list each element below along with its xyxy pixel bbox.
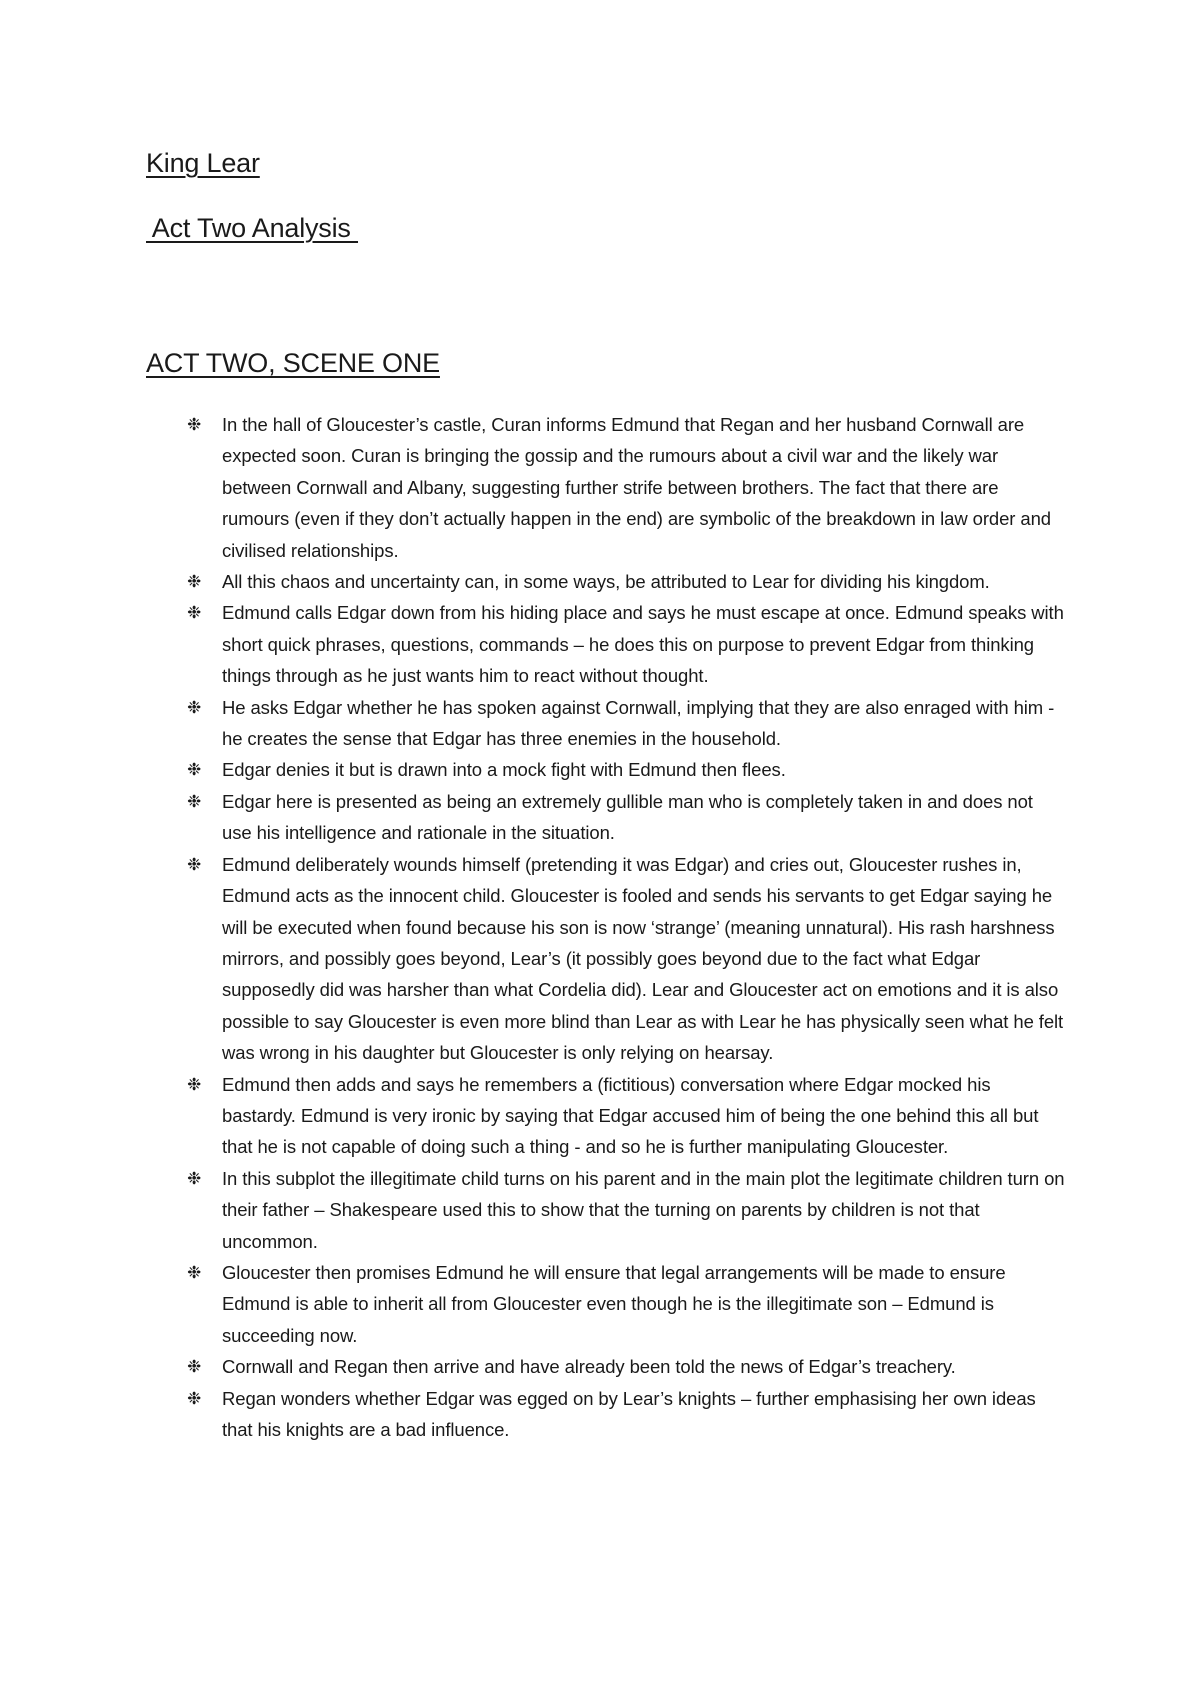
- document-subtitle: Act Two Analysis: [146, 213, 359, 243]
- asterisk-bullet-icon: ❉: [187, 1262, 202, 1282]
- list-item: [146, 754, 1066, 785]
- list-item: [146, 1163, 1066, 1257]
- list-item: [146, 1069, 1066, 1163]
- asterisk-bullet-icon: ❉: [187, 1168, 202, 1188]
- asterisk-bullet-icon: ❉: [187, 572, 202, 592]
- bullet-list: [146, 409, 1066, 1445]
- list-item-text: Edmund then adds and says he remembers a (fictitious) conversation where Edgar mocked his bastardy. Edmund is very ironic by saying that Edgar accused him of being the one behind this all but that he is not capable of doing such a thing - and so he is further manipulating Gloucester.: [222, 1073, 1039, 1158]
- list-item: [146, 1383, 1066, 1446]
- document-title: King Lear: [146, 148, 260, 178]
- asterisk-bullet-icon: ❉: [187, 1388, 202, 1408]
- list-item-text: Regan wonders whether Edgar was egged on by Lear’s knights – further emphasising her own ideas that his knights are a bad influence.: [222, 1387, 1036, 1440]
- asterisk-bullet-icon: ❉: [187, 791, 202, 811]
- asterisk-bullet-icon: ❉: [187, 603, 202, 623]
- list-item: [146, 566, 1066, 597]
- list-item-text: He asks Edgar whether he has spoken against Cornwall, implying that they are also enraged with him - he creates the sense that Edgar has three enemies in the household.: [222, 696, 1055, 750]
- list-item: [146, 409, 1066, 566]
- asterisk-bullet-icon: ❉: [187, 1357, 202, 1377]
- list-item: [146, 786, 1066, 849]
- list-item-text: Edgar here is presented as being an extremely gullible man who is completely taken in and does not use his intelligence and rationale in the situation.: [222, 790, 1033, 844]
- section-heading: ACT TWO, SCENE ONE: [146, 348, 440, 378]
- list-item-text: Gloucester then promises Edmund he will ensure that legal arrangements will be made to ensure Edmund is able to inherit all from Gloucester even though he is the illegitimate son – Edmund is succeeding now.: [222, 1261, 1006, 1346]
- list-item-text: Edmund deliberately wounds himself (pretending it was Edgar) and cries out, Gloucester rushes in, Edmund acts as the innocent child. Gloucester is fooled and sends his servants to get Edgar saying he will be executed when found because his son is now ‘strange’ (meaning unnatural). His rash harshness mirrors, and possibly goes beyond, Lear’s (it possibly goes beyond due to the fact what Edgar supposedly did was harsher than what Cordelia did). Lear and Gloucester act on emotions and it is also possible to say Gloucester is even more blind than Lear as with Lear he has physically seen what he felt was wrong in his daughter but Gloucester is only relying on hearsay.: [222, 853, 1064, 1064]
- asterisk-bullet-icon: ❉: [187, 760, 202, 780]
- list-item-text: In this subplot the illegitimate child turns on his parent and in the main plot the legitimate children turn on their father – Shakespeare used this to show that the turning on parents by children is not that uncommon.: [222, 1167, 1065, 1252]
- list-item-text: Edmund calls Edgar down from his hiding place and says he must escape at once. Edmund speaks with short quick phrases, questions, commands – he does this on purpose to prevent Edgar from thinking things through as he just wants him to react without thought.: [222, 602, 1064, 687]
- asterisk-bullet-icon: ❉: [187, 854, 202, 874]
- list-item: [146, 597, 1066, 691]
- asterisk-bullet-icon: ❉: [187, 415, 202, 434]
- list-item-text: Cornwall and Regan then arrive and have already been told the news of Edgar’s treachery.: [222, 1356, 956, 1378]
- list-item-text: Edgar denies it but is drawn into a mock fight with Edmund then flees.: [222, 759, 786, 781]
- list-item-text: In the hall of Gloucester’s castle, Curan informs Edmund that Regan and her husband Cornwall are expected soon. Curan is bringing the gossip and the rumours about a civil war and the likely war between Cornwall and Albany, suggesting further strife between brothers. The fact that there are rumours (even if they don’t actually happen in the end) are symbolic of the breakdown in law order and civilised relationships.: [222, 414, 1051, 561]
- list-item-text: All this chaos and uncertainty can, in some ways, be attributed to Lear for dividing his kingdom.: [222, 571, 990, 593]
- list-item: [146, 1257, 1066, 1351]
- asterisk-bullet-icon: ❉: [187, 1074, 202, 1094]
- list-item: [146, 1351, 1066, 1382]
- list-item: [146, 692, 1066, 755]
- list-item: [146, 849, 1066, 1069]
- asterisk-bullet-icon: ❉: [187, 697, 202, 717]
